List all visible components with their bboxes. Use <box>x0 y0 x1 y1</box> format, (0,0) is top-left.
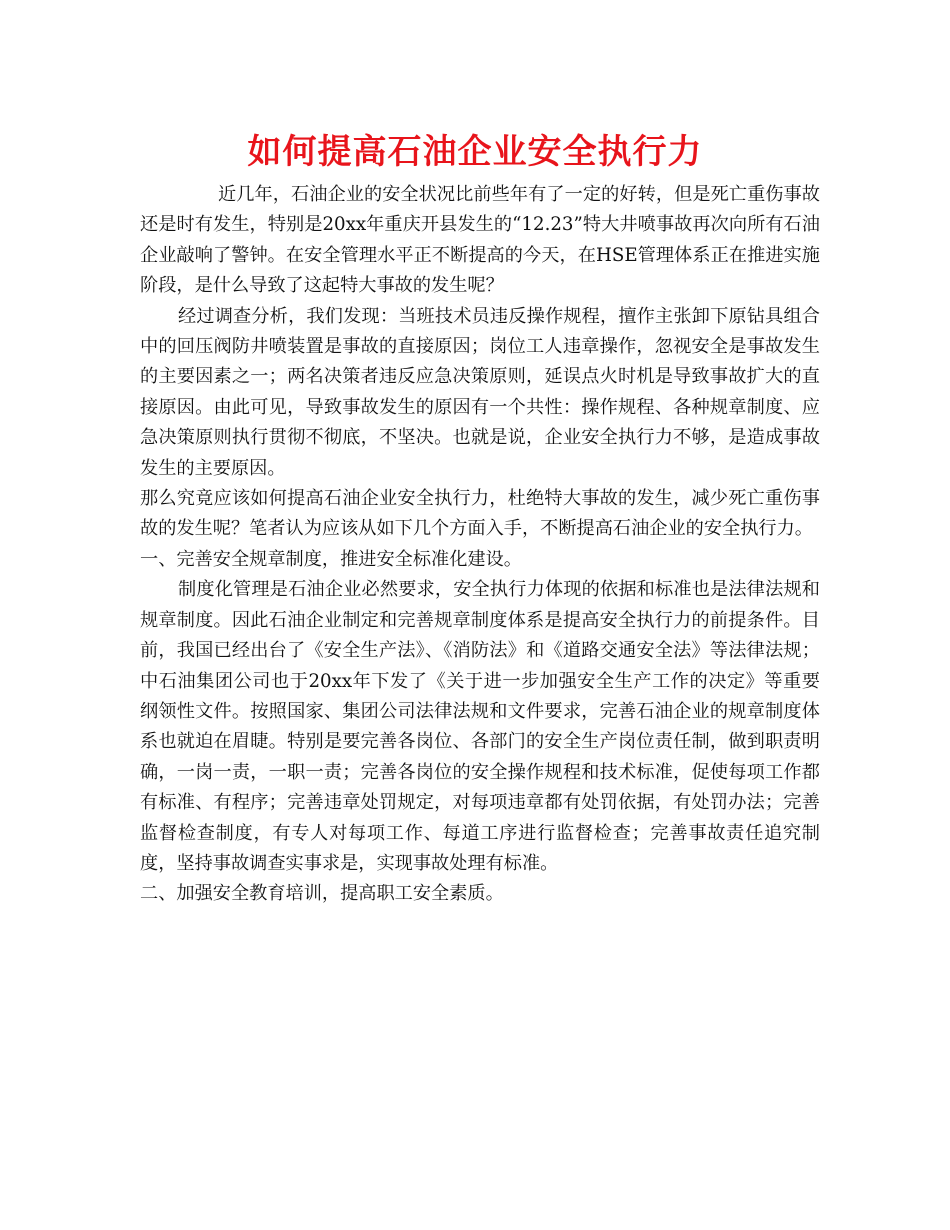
section-heading-1: 一、完善安全规章制度，推进安全标准化建设。 <box>140 548 522 570</box>
paragraph-intro: 近几年，石油企业的安全状况比前些年有了一定的好转，但是死亡重伤事故还是时有发生，特别是20xx年重庆开县发生的“12.23”特大井喷事故再次向所有石油企业敲响了警钟。在安全管理水平正不断提高的今天，在HSE管理体系正在推进实施阶段，是什么导致了这起特大事故的发生呢？ <box>140 184 820 297</box>
paragraph-analysis: 经过调查分析，我们发现：当班技术员违反操作规程，擅作主张卸下原钻具组合中的回压阀防井喷装置是事故的直接原因；岗位工人违章操作，忽视安全是事故发生的主要因素之一；两名决策者违反应急决策原则，延误点火时机是导致事故扩大的直接原因。由此可见，导致事故发生的原因有一个共性：操作规程、各种规章制度、应急决策原则执行贯彻不彻底，不坚决。也就是说，企业安全执行力不够，是造成事故发生的主要原因。 <box>140 305 820 479</box>
section-heading-2: 二、加强安全教育培训，提高职工安全素质。 <box>140 883 504 905</box>
paragraph-regulations: 制度化管理是石油企业必然要求，安全执行力体现的依据和标准也是法律法规和规章制度。因此石油企业制定和完善规章制度体系是提高安全执行力的前提条件。目前，我国已经出台了《安全生产法》、《消防法》和《道路交通安全法》等法律法规；中石油集团公司也于20xx年下发了《关于进一步加强安全生产工作的决定》等重要纲领性文件。按照国家、集团公司法律法规和文件要求，完善石油企业的规章制度体系也就迫在眉睫。特别是要完善各岗位、各部门的安全生产岗位责任制，做到职责明确，一岗一责，一职一责；完善各岗位的安全操作规程和技术标准，促使每项工作都有标准、有程序；完善违章处罚规定，对每项违章都有处罚依据，有处罚办法；完善监督检查制度，有专人对每项工作、每道工序进行监督检查；完善事故责任追究制度，坚持事故调查实事求是，实现事故处理有标准。 <box>140 579 820 874</box>
document-body <box>140 180 820 910</box>
document-title: 如何提高石油企业安全执行力 <box>247 132 703 172</box>
paragraph-question: 那么究竟应该如何提高石油企业安全执行力，杜绝特大事故的发生，减少死亡重伤事故的发生呢？笔者认为应该从如下几个方面入手，不断提高石油企业的安全执行力。 <box>140 488 820 540</box>
